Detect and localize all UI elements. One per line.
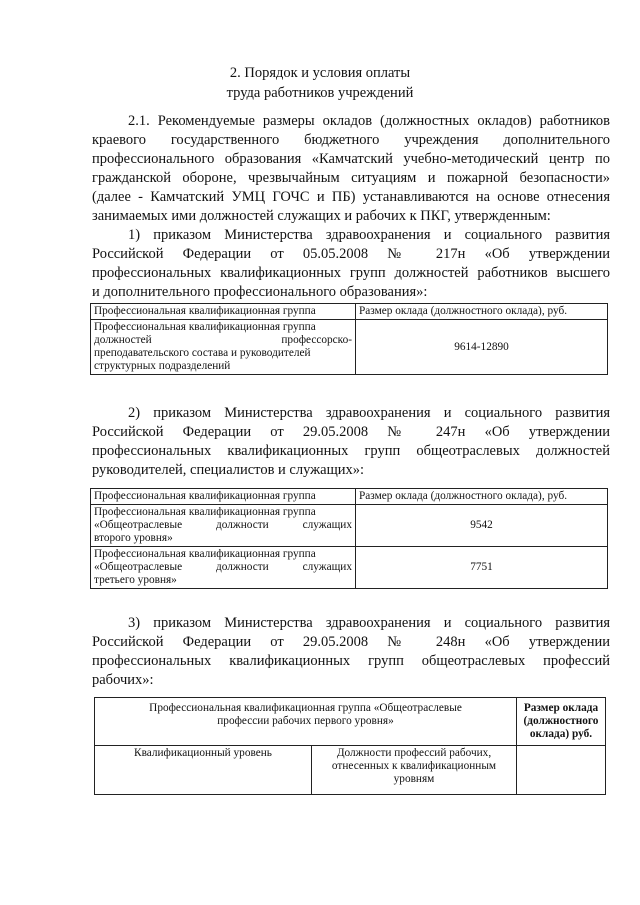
cell-line: «Общеотраслевые должности служащих xyxy=(94,561,352,573)
text-line: (далее - Камчатский УМЦ ГОЧС и ПБ) устанавливаются на основе отнесения xyxy=(92,189,610,205)
paragraph-item-1 xyxy=(92,226,610,302)
cell-line: Профессиональная квалификационная группа xyxy=(94,321,316,333)
paragraph-item-3 xyxy=(92,614,610,690)
text-line: гражданской обороне, чрезвычайным ситуациям и пожарной безопасности» xyxy=(92,170,610,186)
text-line: профессионального образования «Камчатский учебно-методический центр по xyxy=(92,151,610,167)
table-row xyxy=(95,746,606,795)
cell-line: структурных подразделений xyxy=(94,360,231,372)
table-cell-group xyxy=(91,505,356,547)
table-header-row xyxy=(95,698,606,746)
cell-line: «Общеотраслевые должности служащих xyxy=(94,519,352,531)
paragraph-item-2 xyxy=(92,404,610,480)
section-title-line2: труда работников учреждений xyxy=(226,85,414,101)
cell-line: Профессиональная квалификационная группа «Общеотраслевые xyxy=(149,702,462,714)
table-header-group xyxy=(95,698,517,746)
text-line: занимаемых ими должностей служащих и рабочих к ПКГ, утвержденным: xyxy=(92,208,551,224)
salary-table-1 xyxy=(90,303,608,375)
table-header-salary xyxy=(517,698,606,746)
cell-line: Размер оклада xyxy=(523,702,599,714)
table-header-row xyxy=(91,489,608,505)
text-line: руководителей, специалистов и служащих»: xyxy=(92,462,365,478)
text-line: профессиональных квалификационных групп должностей работников высшего xyxy=(92,265,610,281)
table-header-row xyxy=(91,304,608,320)
cell-line: второго уровня» xyxy=(94,532,173,544)
table-column-level: Квалификационный уровень xyxy=(95,746,312,795)
text-line: 1) приказом Министерства здравоохранения и социального развития xyxy=(128,227,610,243)
cell-line: преподавательского состава и руководителей xyxy=(94,347,311,359)
text-line: профессиональных квалификационных групп общеотраслевых должностей xyxy=(92,443,610,459)
cell-line: отнесенных к квалификационным xyxy=(331,760,497,772)
text-line: профессиональных квалификационных групп общеотраслевых профессий xyxy=(92,653,610,669)
text-line: и дополнительного профессионального образования»: xyxy=(92,284,428,300)
text-line: Российской Федерации от 05.05.2008 № 217н «Об утверждении xyxy=(92,246,610,262)
table-row xyxy=(91,320,608,375)
text-line: 2.1. Рекомендуемые размеры окладов (должностных окладов) работников xyxy=(128,113,610,129)
table-header-salary: Размер оклада (должностного оклада), руб. xyxy=(356,304,608,320)
text-line: Российской Федерации от 29.05.2008 № 247н «Об утверждении xyxy=(92,424,610,440)
section-title xyxy=(0,63,640,103)
text-line: 3) приказом Министерства здравоохранения и социального развития xyxy=(128,615,610,631)
text-line: краевого государственного бюджетного учреждения дополнительного xyxy=(92,132,610,148)
paragraph-2-1 xyxy=(92,112,610,226)
section-title-line1: 2. Порядок и условия оплаты xyxy=(229,65,411,81)
cell-line: профессии рабочих первого уровня» xyxy=(217,715,394,727)
table-row xyxy=(91,547,608,589)
cell-line: третьего уровня» xyxy=(94,574,177,586)
table-column-positions xyxy=(312,746,517,795)
salary-table-3 xyxy=(94,697,606,795)
cell-line: Должности профессий рабочих, xyxy=(336,747,492,759)
table-header-salary: Размер оклада (должностного оклада), руб. xyxy=(356,489,608,505)
table-cell-group xyxy=(91,320,356,375)
table-cell-salary: 9542 xyxy=(356,505,608,547)
cell-line: Профессиональная квалификационная группа xyxy=(94,506,316,518)
table-header-group: Профессиональная квалификационная группа xyxy=(91,304,356,320)
table-row xyxy=(91,505,608,547)
table-cell-salary: 7751 xyxy=(356,547,608,589)
cell-line: оклада) руб. xyxy=(529,728,593,740)
cell-line: Профессиональная квалификационная группа xyxy=(94,548,316,560)
table-cell-group xyxy=(91,547,356,589)
cell-line: (должностного xyxy=(523,715,599,727)
cell-line: должностей профессорско- xyxy=(94,334,352,346)
text-line: рабочих»: xyxy=(92,672,154,688)
table-header-group: Профессиональная квалификационная группа xyxy=(91,489,356,505)
table-cell-salary: 9614-12890 xyxy=(356,320,608,375)
text-line: 2) приказом Министерства здравоохранения и социального развития xyxy=(128,405,610,421)
cell-line: уровням xyxy=(393,773,435,785)
table-cell-salary xyxy=(517,746,606,795)
text-line: Российской Федерации от 29.05.2008 № 248н «Об утверждении xyxy=(92,634,610,650)
salary-table-2 xyxy=(90,488,608,589)
